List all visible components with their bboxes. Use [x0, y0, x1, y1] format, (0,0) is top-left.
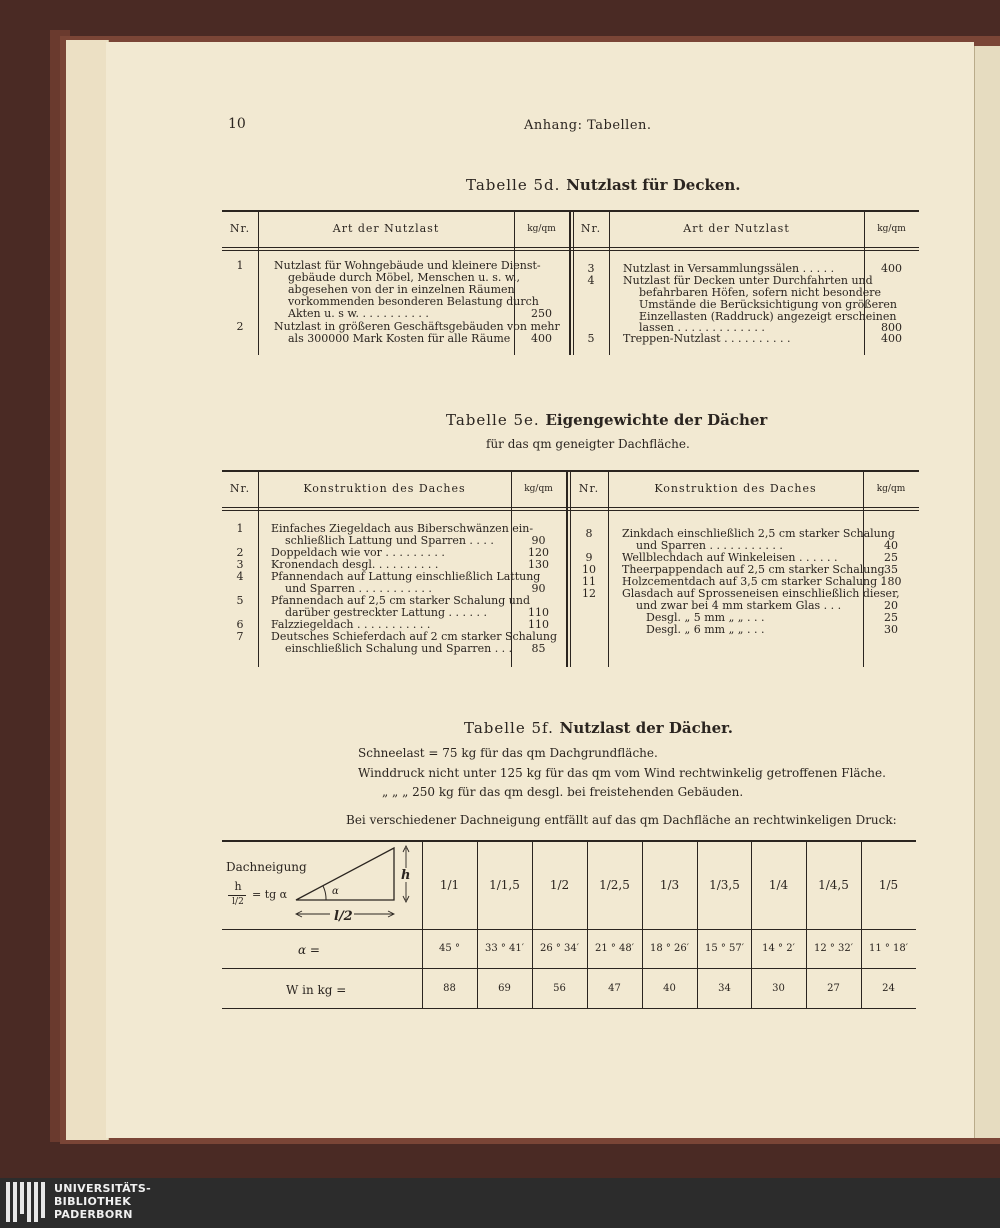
table-row-nr: 2	[236, 320, 244, 333]
table-value: 400	[881, 332, 902, 345]
table-text-line: Pfannendach auf 2,5 cm starker Schalung und	[271, 594, 531, 607]
flyleaf	[66, 40, 109, 1140]
table-text-line: vorkommenden besonderen Belastung durch	[288, 295, 539, 308]
slope-cell: 1/1	[439, 878, 460, 892]
table-text-line: als 300000 Mark Kosten für alle Räume	[288, 332, 511, 345]
table-row-nr: 4	[236, 570, 244, 583]
table-5e-header-konstruktion-right: Konstruktion des Daches	[654, 482, 817, 495]
table-value: 800	[881, 321, 902, 334]
table-row-nr: 10	[582, 563, 596, 576]
table-text-line: Treppen-Nutzlast . . . . . . . . . .	[623, 332, 791, 345]
roof-slope-diagram	[292, 842, 418, 926]
table-value: 90	[531, 534, 546, 547]
table-value: 35	[884, 563, 898, 576]
wind-cell: 56	[553, 983, 566, 994]
slope-cell: 1/4,5	[818, 878, 849, 892]
table-value: 85	[531, 642, 546, 655]
wind-cell: 47	[608, 983, 621, 994]
table-5e-header-konstruktion-left: Konstruktion des Daches	[303, 482, 466, 495]
table-row-nr: 5	[587, 332, 595, 345]
table-value: 180	[880, 575, 902, 588]
table-5d-header-nr-right: Nr.	[580, 222, 602, 235]
note-winddruck: Winddruck nicht unter 125 kg für das qm vom Wind rechtwinkelig getroffenen Fläche.	[358, 766, 886, 780]
next-page-edge	[974, 46, 1000, 1138]
table-text-line: lassen . . . . . . . . . . . . .	[639, 321, 765, 334]
angle-cell: 11 ° 18′	[868, 943, 909, 954]
table-text-line: Nutzlast für Wohngebäude und kleinere Dienst-	[274, 259, 541, 272]
table-5d-heading: Nutzlast für Decken.	[566, 176, 741, 194]
table-value: 400	[531, 332, 552, 345]
table-row-nr: 4	[587, 274, 595, 287]
library-name-line: UNIVERSITÄTS-	[54, 1182, 151, 1195]
angle-cell: 18 ° 26′	[649, 943, 690, 954]
table-row-nr: 6	[236, 618, 244, 631]
table-5f-label: Tabelle 5f.	[464, 719, 554, 737]
table-5e-label: Tabelle 5e.	[446, 411, 540, 429]
table-5e-header-nr-right: Nr.	[578, 482, 600, 495]
slope-cell: 1/1,5	[489, 878, 520, 892]
table-text-line: einschließlich Schalung und Sparren . . .	[285, 642, 513, 655]
table-5e-header-unit-right: kg/qm	[876, 484, 906, 494]
note-winddruck-freistehend: „ „ „ 250 kg für das qm desgl. bei freistehenden Gebäuden.	[382, 785, 744, 799]
table-row-nr: 3	[587, 262, 595, 275]
table-text-line: und Sparren . . . . . . . . . . .	[285, 582, 432, 595]
table-row-nr: 11	[582, 575, 596, 588]
table-text-line: Pfannendach auf Lattung einschließlich Lattung	[271, 570, 541, 583]
angle-cell: 21 ° 48′	[594, 943, 635, 954]
slope-cell: 1/5	[878, 878, 899, 892]
table-text-line: Holzcementdach auf 3,5 cm starker Schalung .	[622, 575, 885, 588]
table-text-line: Nutzlast in größeren Geschäftsgebäuden von mehr	[274, 320, 560, 333]
wind-cell: 24	[882, 983, 895, 994]
table-5e-header-unit-left: kg/qm	[524, 484, 553, 494]
table-text-line: Einfaches Ziegeldach aus Biberschwänzen ein-	[271, 522, 534, 535]
table-value: 25	[884, 611, 898, 624]
table-text-line: Theerpappendach auf 2,5 cm starker Schalung	[622, 563, 885, 576]
table-5d-header-unit-left: kg/qm	[527, 224, 556, 234]
angle-cell: 45 °	[439, 943, 460, 954]
table-text-line: Wellblechdach auf Winkeleisen . . . . . .	[622, 551, 838, 564]
table-5d-header-art-right: Art der Nutzlast	[683, 222, 790, 235]
table-row-nr: 1	[236, 522, 244, 535]
table-5e-heading: Eigengewichte der Dächer	[545, 411, 768, 429]
wind-cell: 27	[827, 983, 840, 994]
slope-cell: 1/3,5	[709, 878, 740, 892]
table-5d-header-nr-left: Nr.	[229, 222, 251, 235]
library-name-line: PADERBORN	[54, 1208, 133, 1221]
table-5e-title	[446, 411, 767, 429]
table-text-line: Doppeldach wie vor . . . . . . . . .	[271, 546, 445, 559]
diagram-alpha-label: α	[332, 886, 339, 897]
library-footer	[0, 1178, 1000, 1228]
table-text-line: und Sparren . . . . . . . . . . .	[636, 539, 783, 552]
table-text-line: befahrbaren Höfen, sofern nicht besondere	[639, 286, 882, 299]
table-text-line: und zwar bei 4 mm starkem Glas . . .	[636, 599, 842, 612]
running-head: Anhang: Tabellen.	[524, 118, 652, 133]
table-value: 250	[531, 307, 552, 320]
angle-cell: 26 ° 34′	[539, 943, 580, 954]
table-text-line: Umstände die Berücksichtigung von größeren	[639, 298, 897, 311]
table-5e-subtitle: für das qm geneigter Dachfläche.	[486, 437, 690, 451]
table-text-line: gebäude durch Möbel, Menschen u. s. w.,	[288, 271, 521, 284]
table-text-line: Deutsches Schieferdach auf 2 cm starker Schalung	[271, 630, 558, 643]
dachneigung-label: Dachneigung	[226, 860, 307, 874]
library-name-line: BIBLIOTHEK	[54, 1195, 132, 1208]
table-row-nr: 8	[585, 527, 593, 540]
slope-cell: 1/2,5	[599, 878, 630, 892]
table-row-nr: 3	[236, 558, 244, 571]
table-5e-header-nr-left: Nr.	[229, 482, 251, 495]
slope-cell: 1/3	[659, 878, 680, 892]
alpha-row-label: α =	[298, 943, 320, 957]
table-text-line: Nutzlast in Versammlungssälen . . . . .	[623, 262, 835, 275]
table-value: 30	[884, 623, 898, 636]
book-page	[106, 42, 974, 1138]
library-name	[54, 1182, 151, 1221]
formula-h: h	[234, 880, 242, 893]
table-text-line: Falzziegeldach . . . . . . . . . . .	[271, 618, 431, 631]
table-text-line: Nutzlast für Decken unter Durchfahrten und	[623, 274, 873, 287]
table-value: 40	[884, 539, 898, 552]
note-dachneigung-intro: Bei verschiedener Dachneigung entfällt auf das qm Dachfläche an rechtwinkeligen Druck:	[346, 813, 897, 827]
formula-l-half: l/2	[232, 897, 244, 907]
angle-cell: 33 ° 41′	[484, 943, 525, 954]
table-text-line: Glasdach auf Sprosseneisen einschließlich dieser,	[622, 587, 900, 600]
table-text-line: Kronendach desgl. . . . . . . . . .	[271, 558, 439, 571]
table-text-line: Einzellasten (Raddruck) angezeigt erscheinen	[639, 310, 897, 323]
angle-cell: 15 ° 57′	[704, 943, 745, 954]
wind-row-label: W in kg =	[286, 983, 347, 997]
table-value: 25	[884, 551, 898, 564]
table-text-line: schließlich Lattung und Sparren . . . .	[285, 534, 494, 547]
slope-cell: 1/4	[768, 878, 789, 892]
table-5d-label: Tabelle 5d.	[466, 176, 561, 194]
table-text-line: abgesehen von der in einzelnen Räumen	[288, 283, 515, 296]
table-value: 20	[884, 599, 898, 612]
table-row-nr: 5	[236, 594, 244, 607]
table-text-line: darüber gestreckter Lattung . . . . . .	[285, 606, 488, 619]
table-value: 90	[531, 582, 546, 595]
table-row-nr: 2	[236, 546, 244, 559]
table-5f-heading: Nutzlast der Dächer.	[559, 719, 733, 737]
table-value: 110	[528, 606, 549, 619]
wind-cell: 40	[663, 983, 676, 994]
table-value: 120	[528, 546, 549, 559]
diagram-h-label: h	[401, 868, 411, 883]
page-number: 10	[228, 116, 246, 132]
angle-cell: 14 ° 2′	[762, 943, 795, 954]
note-schneelast: Schneelast = 75 kg für das qm Dachgrundfläche.	[358, 746, 658, 760]
table-text-line: Akten u. s w. . . . . . . . . . .	[288, 307, 429, 320]
wind-cell: 88	[443, 983, 456, 994]
table-5d-title	[466, 176, 741, 194]
table-row-nr: 12	[582, 587, 596, 600]
table-5d-header-unit-right: kg/qm	[877, 224, 906, 234]
table-row-nr: 9	[585, 551, 593, 564]
table-5f-title	[464, 719, 733, 737]
table-text-line: Desgl. „ 6 mm „ „ . . .	[646, 623, 765, 636]
diagram-base-label: l/2	[334, 909, 353, 924]
table-value: 110	[528, 618, 549, 631]
wind-cell: 30	[772, 983, 785, 994]
wind-cell: 69	[498, 983, 511, 994]
formula-tg-alpha: = tg α	[252, 888, 288, 901]
table-row-nr: 1	[236, 259, 244, 272]
table-5d-header-art-left: Art der Nutzlast	[332, 222, 440, 235]
table-value: 130	[528, 558, 549, 571]
table-row-nr: 7	[236, 630, 244, 643]
slope-cell: 1/2	[549, 878, 570, 892]
angle-cell: 12 ° 32′	[813, 943, 854, 954]
table-value: 400	[881, 262, 902, 275]
table-text-line: Desgl. „ 5 mm „ „ . . .	[646, 611, 765, 624]
wind-cell: 34	[718, 983, 731, 994]
table-text-line: Zinkdach einschließlich 2,5 cm starker Schalung	[622, 527, 895, 540]
